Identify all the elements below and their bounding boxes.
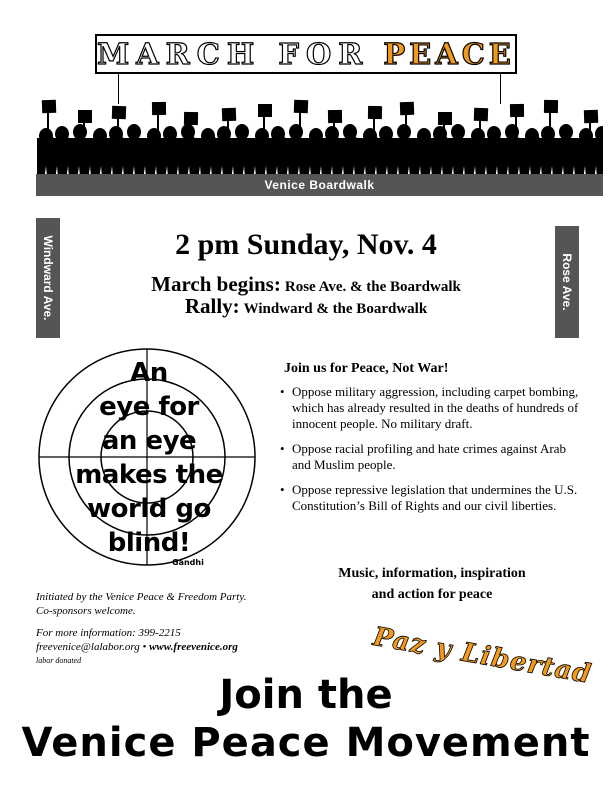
march-value: Rose Ave. & the Boardwalk	[284, 279, 461, 295]
music-line-2: and action for peace	[371, 587, 493, 602]
footer-movement-line: Venice Peace Movement	[21, 720, 591, 766]
rose-label: Rose Ave.	[560, 253, 574, 311]
quote-author: Gandhi	[172, 558, 204, 567]
title-banner	[95, 34, 517, 74]
list-item: • Oppose repressive legislation that undermines the U.S. Constitution’s Bill of Rights and our civil liberties.	[280, 482, 582, 514]
list-item: • Oppose racial profiling and hate crimes against Arab and Muslim people.	[280, 441, 582, 473]
gandhi-quote	[52, 356, 246, 560]
contact-website[interactable]: www.freevenice.org	[149, 641, 238, 653]
list-item: • Oppose military aggression, including carpet bombing, which has already resulted in the deaths of hundreds of innocent people. No military draft.	[280, 384, 582, 432]
title-main-text: MARCH FOR	[97, 37, 370, 71]
footer-join-line: Join the	[219, 672, 393, 718]
title-accent-text: PEACE	[383, 37, 515, 71]
quote-line: An	[130, 358, 168, 388]
contact-info	[36, 626, 296, 654]
event-time: 2 pm Sunday, Nov. 4	[175, 228, 437, 261]
goals-list	[280, 384, 582, 523]
paz-y-libertad-slogan: Paz y Libertad	[370, 622, 594, 690]
labor-donated-note: labor donated	[36, 656, 82, 665]
initiated-line-2: Co-sponsors welcome.	[36, 605, 136, 617]
join-heading: Join us for Peace, Not War!	[284, 361, 449, 376]
boardwalk-street-band	[36, 174, 603, 196]
initiated-by	[36, 590, 286, 618]
windward-label: Windward Ave.	[41, 235, 55, 321]
music-info	[282, 563, 582, 605]
contact-phone: For more information: 399-2215	[36, 627, 181, 639]
rally-label: Rally:	[184, 294, 240, 318]
march-label: March begins:	[151, 272, 281, 296]
boardwalk-label: Venice Boardwalk	[264, 178, 375, 192]
music-line-1: Music, information, inspiration	[338, 566, 526, 581]
quote-line: an eye	[101, 426, 197, 456]
rally-value: Windward & the Boardwalk	[243, 301, 428, 317]
quote-line: world go	[87, 494, 211, 524]
rally-line	[0, 294, 612, 319]
contact-links	[36, 640, 296, 654]
quote-line: eye for	[99, 392, 199, 422]
contact-separator: •	[139, 641, 150, 653]
quote-line: blind!	[107, 528, 191, 558]
initiated-line-1: Initiated by the Venice Peace & Freedom Party.	[36, 591, 247, 603]
contact-email[interactable]: freevenice@lalabor.org	[36, 641, 140, 653]
quote-line: makes the	[75, 460, 223, 490]
